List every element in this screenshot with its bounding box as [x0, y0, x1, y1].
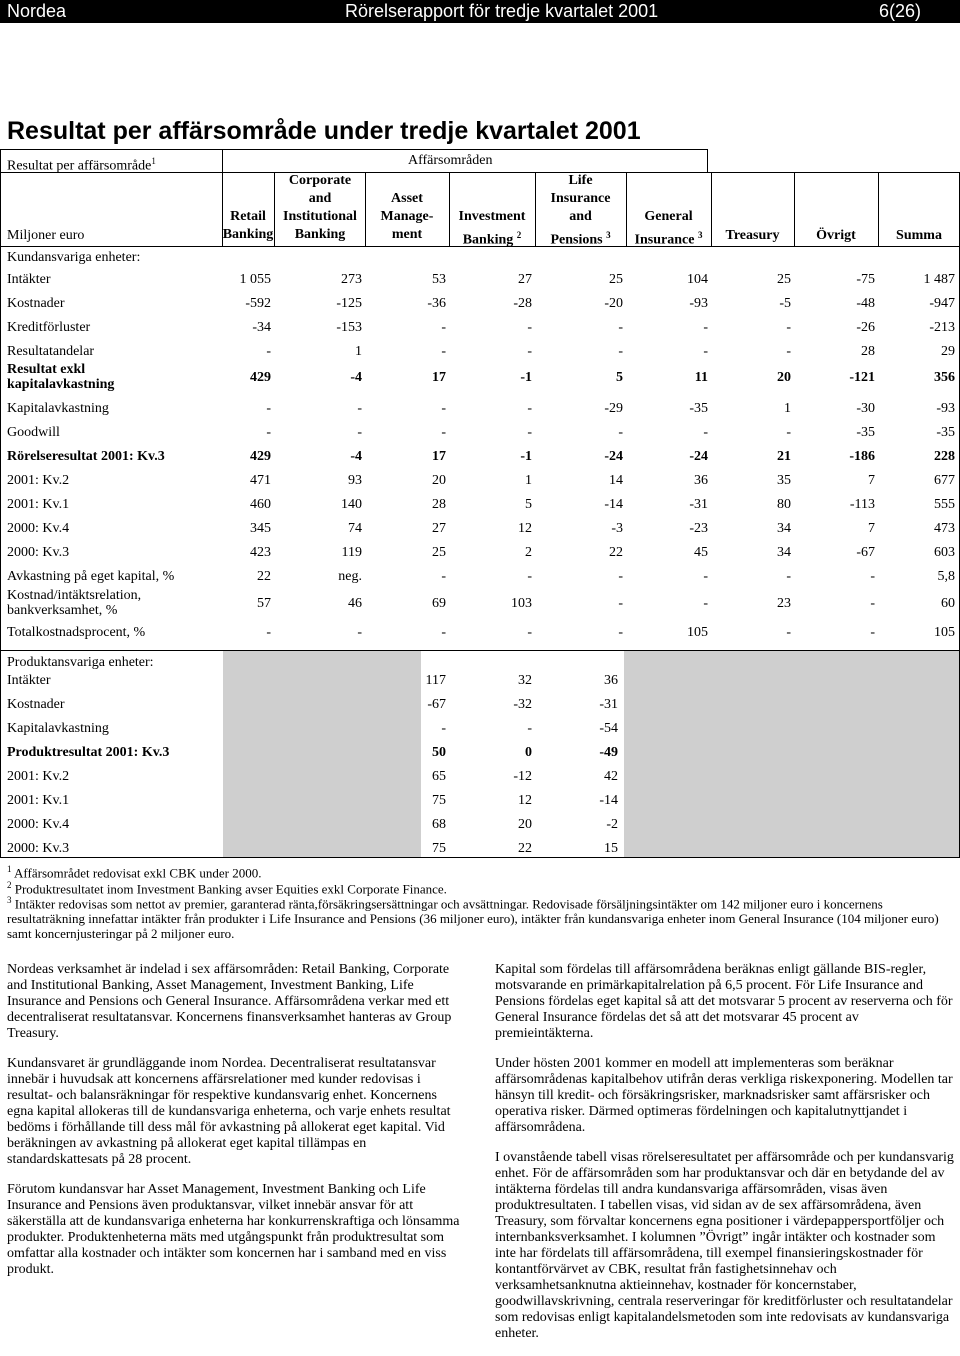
- table-cell: 7: [868, 473, 875, 488]
- table-cell: 20: [777, 370, 791, 385]
- prod-table-cell: 50: [432, 745, 446, 760]
- table-cell: -: [786, 320, 791, 335]
- body-right-p3: I ovanstående tabell visas rörelseresultatet per affärsområde och per kundansvarig enhet. För de affärsområden som har produktansvar och där en betydande del av intäkterna fördelas till andra kundansvariga affärsområden, visas även produktresultaten. I tabellen visas, vid sidan av de sex affärsområdena, även Treasury, som förvaltar koncernens egna positioner i värdepappersportföljer och internbanksverksamhet. I kolumnen ”Övrigt” ingår intäkter och kostnader som inte har fördelats till affärsområdena, till exempel finansieringskostnader för kontantförvärvet av CBK, resultat från fastighetsinnehav och verksamhetsanknutna aktieinnehav, kostnader för koncernstaber, goodwillavskrivning, centrala reserveringar för kreditförluster och resultatandelar som redovisas enligt kapitalandelsmetoden som inte redovisats av kundansvariga enheter.: [495, 1150, 954, 1341]
- table-cell: 45: [694, 545, 708, 560]
- table-cell: -1: [520, 449, 532, 464]
- row-label: Goodwill: [7, 425, 60, 440]
- col-header-asset: Asset Manage- ment: [380, 191, 434, 242]
- table-cell: -: [618, 625, 623, 640]
- prod-table-cell: 32: [518, 673, 532, 688]
- body-right-p1: Kapital som fördelas till affärsområdena beräknas enligt gällande BIS-regler, motsvarande en primärkapitalrelation på 6,5 procent. För Life Insurance and Pensions fördelas eget kapital så att det motsvarar 5 procent av reserverna och för General Insurance fördelas det så att det motsvarar 45 procent av premieintäkterna.: [495, 962, 953, 1041]
- corner-label: Resultat per affärsområde$^1$: [7, 156, 156, 174]
- table-cell: 345: [250, 521, 271, 536]
- table-cell: -: [703, 425, 708, 440]
- table-cell: -4: [350, 370, 362, 385]
- row-label: 2001: Kv.1: [7, 497, 70, 512]
- units-label: Miljoner euro: [7, 228, 85, 243]
- table-cell: -: [870, 596, 875, 611]
- col-header-summa: Summa: [896, 228, 942, 243]
- prod-table-cell: -12: [513, 769, 532, 784]
- prod-bottom-rule: [0, 857, 960, 858]
- table-cell: -: [870, 569, 875, 584]
- prod-table-cell: 75: [432, 841, 446, 856]
- table-cell: 5: [525, 497, 532, 512]
- table-cell: 12: [518, 521, 532, 536]
- table-bottom-rule: [0, 650, 960, 651]
- table-cell: -1: [520, 370, 532, 385]
- table-cell: 27: [518, 272, 532, 287]
- prod-table-cell: 68: [432, 817, 446, 832]
- group-label: Affärsområden: [408, 153, 493, 168]
- table-cell: -20: [604, 296, 623, 311]
- table-cell: 1 055: [239, 272, 271, 287]
- prod-table-cell: 75: [432, 793, 446, 808]
- col-header-life: Life Insurance and Pensions $^3$: [550, 173, 611, 248]
- table-left-rule: [0, 149, 1, 857]
- prod-row-label: Produktresultat 2001: Kv.3: [7, 745, 170, 760]
- table-cell: -: [786, 425, 791, 440]
- row-label: 2000: Kv.4: [7, 521, 70, 536]
- prod-table-cell: -14: [599, 793, 618, 808]
- table-cell: -: [703, 569, 708, 584]
- section-produktansvariga: Produktansvariga enheter:: [7, 655, 154, 670]
- prod-row-label: 2001: Kv.2: [7, 769, 70, 784]
- prod-table-cell: -31: [599, 697, 618, 712]
- table-cell: 105: [687, 625, 708, 640]
- body-left-p1: Nordeas verksamhet är indelad i sex affärsområden: Retail Banking, Corporate and Institutional Banking, Asset Management, Investment Banking, Life Insurance and Pensions och General Insurance. Affärsområdena verkar med ett decentraliserat resultatansvar. Koncernens finansverksamhet hanteras av Group Treasury.: [7, 962, 452, 1041]
- header-top-rule: [0, 149, 707, 150]
- table-cell: -: [703, 344, 708, 359]
- table-cell: 140: [341, 497, 362, 512]
- table-cell: 11: [694, 370, 708, 385]
- table-cell: -75: [856, 272, 875, 287]
- table-cell: -93: [689, 296, 708, 311]
- body-left-p2: Kundansvaret är grundläggande inom Nordea. Decentraliserat resultatansvar innebär i huvudsak att koncernens affärsrelationer med kunder redovisas i resultat- och balansräkningar för respektive kundansvarig enhet. Koncernens egna kapital allokeras till de kundansvariga enheterna, och varje enhets resultat bedöms i förhållande till dess mål för avkastning på allokerat eget kapital. Vid beräkningen av avkastning på allokerat eget kapital tillämpas en standardskattesats på 28 procent.: [7, 1056, 451, 1167]
- table-cell: -29: [604, 401, 623, 416]
- table-cell: 80: [777, 497, 791, 512]
- table-cell: 20: [432, 473, 446, 488]
- prod-table-cell: 0: [525, 745, 532, 760]
- table-cell: -186: [849, 449, 875, 464]
- table-cell: 228: [934, 449, 955, 464]
- table-cell: 2: [525, 545, 532, 560]
- table-cell: 69: [432, 596, 446, 611]
- table-cell: -: [527, 425, 532, 440]
- page-header: [0, 0, 960, 23]
- table-cell: 1 487: [923, 272, 955, 287]
- table-cell: 471: [250, 473, 271, 488]
- table-cell: -: [527, 569, 532, 584]
- row-label: 2000: Kv.3: [7, 545, 70, 560]
- table-cell: 555: [934, 497, 955, 512]
- table-cell: 429: [250, 449, 271, 464]
- col-header-ovrigt: Övrigt: [816, 228, 856, 243]
- table-cell: 1: [355, 344, 362, 359]
- table-cell: -: [703, 596, 708, 611]
- table-cell: 25: [777, 272, 791, 287]
- section-kundansvariga: Kundansvariga enheter:: [7, 250, 141, 265]
- footnote-2: $^2$ Produktresultatet inom Investment Banking avser Equities exkl Corporate Finance.: [7, 880, 447, 897]
- table-cell: -121: [849, 370, 875, 385]
- table-cell: 60: [941, 596, 955, 611]
- table-cell: 119: [341, 545, 362, 560]
- table-cell: 14: [609, 473, 623, 488]
- prod-table-cell: -: [441, 721, 446, 736]
- table-cell: -: [618, 344, 623, 359]
- table-cell: -: [703, 320, 708, 335]
- row-label: Kapitalavkastning: [7, 401, 109, 416]
- table-cell: 22: [257, 569, 271, 584]
- table-cell: 25: [609, 272, 623, 287]
- table-cell: 27: [432, 521, 446, 536]
- table-cell: -: [441, 320, 446, 335]
- table-cell: -35: [856, 425, 875, 440]
- table-cell: -: [618, 596, 623, 611]
- table-cell: -: [266, 425, 271, 440]
- prod-table-cell: 117: [425, 673, 446, 688]
- page-number: 6(26): [879, 1, 922, 21]
- table-cell: 104: [687, 272, 708, 287]
- table-cell: -: [786, 569, 791, 584]
- table-cell: -: [786, 344, 791, 359]
- prod-table-cell: 65: [432, 769, 446, 784]
- table-cell: -34: [252, 320, 271, 335]
- table-cell: -: [266, 401, 271, 416]
- table-cell: 22: [609, 545, 623, 560]
- table-cell: 53: [432, 272, 446, 287]
- col-header-general: General Insurance $^3$: [634, 209, 703, 248]
- row-label: Kostnad/intäktsrelation, bankverksamhet, %: [7, 588, 142, 618]
- table-cell: -: [357, 425, 362, 440]
- table-cell: -: [618, 569, 623, 584]
- prod-table-cell: -32: [513, 697, 532, 712]
- table-cell: -: [441, 625, 446, 640]
- prod-row-label: Intäkter: [7, 673, 51, 688]
- col-header-corporate: Corporate and Institutional Banking: [283, 173, 357, 242]
- table-cell: 17: [432, 449, 446, 464]
- prod-table-cell: 42: [604, 769, 618, 784]
- table-cell: -: [786, 625, 791, 640]
- table-cell: 603: [934, 545, 955, 560]
- table-cell: -24: [604, 449, 623, 464]
- prod-table-cell: 15: [604, 841, 618, 856]
- row-label: Resultatandelar: [7, 344, 95, 359]
- table-cell: -: [527, 344, 532, 359]
- table-cell: -153: [336, 320, 362, 335]
- table-cell: -28: [513, 296, 532, 311]
- table-cell: 103: [511, 596, 532, 611]
- table-cell: 1: [525, 473, 532, 488]
- table-cell: neg.: [338, 569, 362, 584]
- row-label: Totalkostnadsprocent, %: [7, 625, 146, 640]
- table-cell: -: [527, 625, 532, 640]
- page-title: Resultat per affärsområde under tredje kvartalet 2001: [7, 117, 641, 145]
- body-column-left: [7, 962, 462, 1292]
- table-cell: 7: [868, 521, 875, 536]
- table-cell: 5,8: [937, 569, 955, 584]
- row-label: Kreditförluster: [7, 320, 91, 335]
- table-cell: -4: [350, 449, 362, 464]
- table-cell: -125: [336, 296, 362, 311]
- table-cell: 423: [250, 545, 271, 560]
- prod-table-cell: -54: [599, 721, 618, 736]
- prod-table-cell: 36: [604, 673, 618, 688]
- table-cell: -93: [936, 401, 955, 416]
- col-header-treasury: Treasury: [725, 228, 780, 243]
- row-label: 2001: Kv.2: [7, 473, 70, 488]
- table-cell: -67: [856, 545, 875, 560]
- row-label: Resultat exkl kapitalavkastning: [7, 362, 115, 392]
- body-column-right: [495, 962, 955, 1356]
- table-cell: -: [441, 425, 446, 440]
- table-cell: 429: [250, 370, 271, 385]
- company-name: Nordea: [7, 1, 67, 21]
- table-cell: 5: [616, 370, 623, 385]
- table-cell: 93: [348, 473, 362, 488]
- table-cell: -: [357, 625, 362, 640]
- body-right-p2: Under hösten 2001 kommer en modell att implementeras som beräknar affärsområdenas kapitalbehov utifrån deras verkliga riskexponering. Modellen tar hänsyn till kredit- och försäkringsrisker, marknadsrisker samt affärsrisker och operativa risker. Därmed optimeras fördelningen och kapitalutnyttjandet i affärsområdena.: [495, 1056, 953, 1135]
- prod-row-label: 2000: Kv.4: [7, 817, 70, 832]
- table-cell: 57: [257, 596, 271, 611]
- table-cell: 105: [934, 625, 955, 640]
- prod-row-label: 2000: Kv.3: [7, 841, 70, 856]
- table-cell: 74: [348, 521, 362, 536]
- table-cell: -: [441, 344, 446, 359]
- prod-row-label: Kapitalavkastning: [7, 721, 109, 736]
- table-cell: 29: [941, 344, 955, 359]
- row-label: Intäkter: [7, 272, 51, 287]
- table-cell: -3: [611, 521, 623, 536]
- row-label: Kostnader: [7, 296, 65, 311]
- table-cell: -113: [849, 497, 875, 512]
- table-cell: 17: [432, 370, 446, 385]
- table-cell: -48: [856, 296, 875, 311]
- table-cell: -: [441, 569, 446, 584]
- report-title: Rörelserapport för tredje kvartalet 2001: [345, 1, 659, 21]
- prod-table-cell: -67: [427, 697, 446, 712]
- table-cell: 23: [777, 596, 791, 611]
- table-cell: -5: [779, 296, 791, 311]
- table-cell: -35: [936, 425, 955, 440]
- table-cell: -26: [856, 320, 875, 335]
- table-cell: 34: [777, 521, 791, 536]
- prod-table-cell: 20: [518, 817, 532, 832]
- table-cell: -: [266, 344, 271, 359]
- group-right-rule: [707, 149, 708, 172]
- table-cell: -: [870, 625, 875, 640]
- table-cell: -31: [689, 497, 708, 512]
- table-cell: 1: [784, 401, 791, 416]
- table-cell: 34: [777, 545, 791, 560]
- table-cell: -: [618, 425, 623, 440]
- table-cell: 46: [348, 596, 362, 611]
- table-cell: -14: [604, 497, 623, 512]
- table-cell: -24: [689, 449, 708, 464]
- grey-block-right: [624, 650, 960, 857]
- table-cell: -35: [689, 401, 708, 416]
- table-cell: 28: [432, 497, 446, 512]
- table-cell: -: [527, 401, 532, 416]
- prod-table-cell: 12: [518, 793, 532, 808]
- prod-table-cell: 22: [518, 841, 532, 856]
- table-cell: 677: [934, 473, 955, 488]
- prod-table-cell: -: [527, 721, 532, 736]
- table-cell: -: [357, 401, 362, 416]
- col-header-retail: Retail Banking: [222, 209, 274, 242]
- table-cell: 28: [861, 344, 875, 359]
- row-label: Rörelseresultat 2001: Kv.3: [7, 449, 165, 464]
- table-cell: -30: [856, 401, 875, 416]
- prod-row-label: Kostnader: [7, 697, 65, 712]
- table-cell: -: [441, 401, 446, 416]
- table-cell: 35: [777, 473, 791, 488]
- table-cell: -947: [929, 296, 955, 311]
- table-cell: 21: [777, 449, 791, 464]
- col-header-investment: Investment Banking $^2$: [458, 209, 526, 248]
- table-cell: 460: [250, 497, 271, 512]
- prod-table-cell: -2: [606, 817, 618, 832]
- table-cell: -: [618, 320, 623, 335]
- prod-row-label: 2001: Kv.1: [7, 793, 70, 808]
- table-cell: 273: [341, 272, 362, 287]
- footnote-1: $^1$ Affärsområdet redovisat exkl CBK under 2000.: [7, 864, 262, 881]
- table-cell: -592: [245, 296, 271, 311]
- table-cell: -213: [929, 320, 955, 335]
- table-cell: 36: [694, 473, 708, 488]
- table-cell: 473: [934, 521, 955, 536]
- table-cell: 25: [432, 545, 446, 560]
- table-cell: -23: [689, 521, 708, 536]
- table-cell: -: [527, 320, 532, 335]
- table-cell: 356: [934, 370, 955, 385]
- prod-table-cell: -49: [599, 745, 618, 760]
- footnote-3: $^3$ Intäkter redovisas som nettot av premier, garanterad ränta,försäkringsersättningar och avsättningar. Redovisade försäljningsintäkter om 142 miljoner euro i koncernens resultaträkning innefattar intäkter från produkter i Life Insurance and Pensions (36 miljoner euro), intäkter från kundansvariga enheter inom General Insurance (104 miljoner euro) samt koncernjusteringar på 2 miljoner euro.: [7, 895, 939, 942]
- row-label: Avkastning på eget kapital, %: [7, 569, 175, 584]
- body-left-p3: Förutom kundansvar har Asset Management, Investment Banking och Life Insurance and Pensions även produktansvar, vilket innebär ansvar för att säkerställa att de kundansvariga enheterna har konkurrenskraftiga och lönsamma produkter. Produktenheterna mäts med utgångspunkt från produktresultat som omfattar alla kostnader och intäkter som koncernen har i samband med en viss produkt.: [7, 1182, 460, 1277]
- table-cell: -: [266, 625, 271, 640]
- table-cell: -36: [427, 296, 446, 311]
